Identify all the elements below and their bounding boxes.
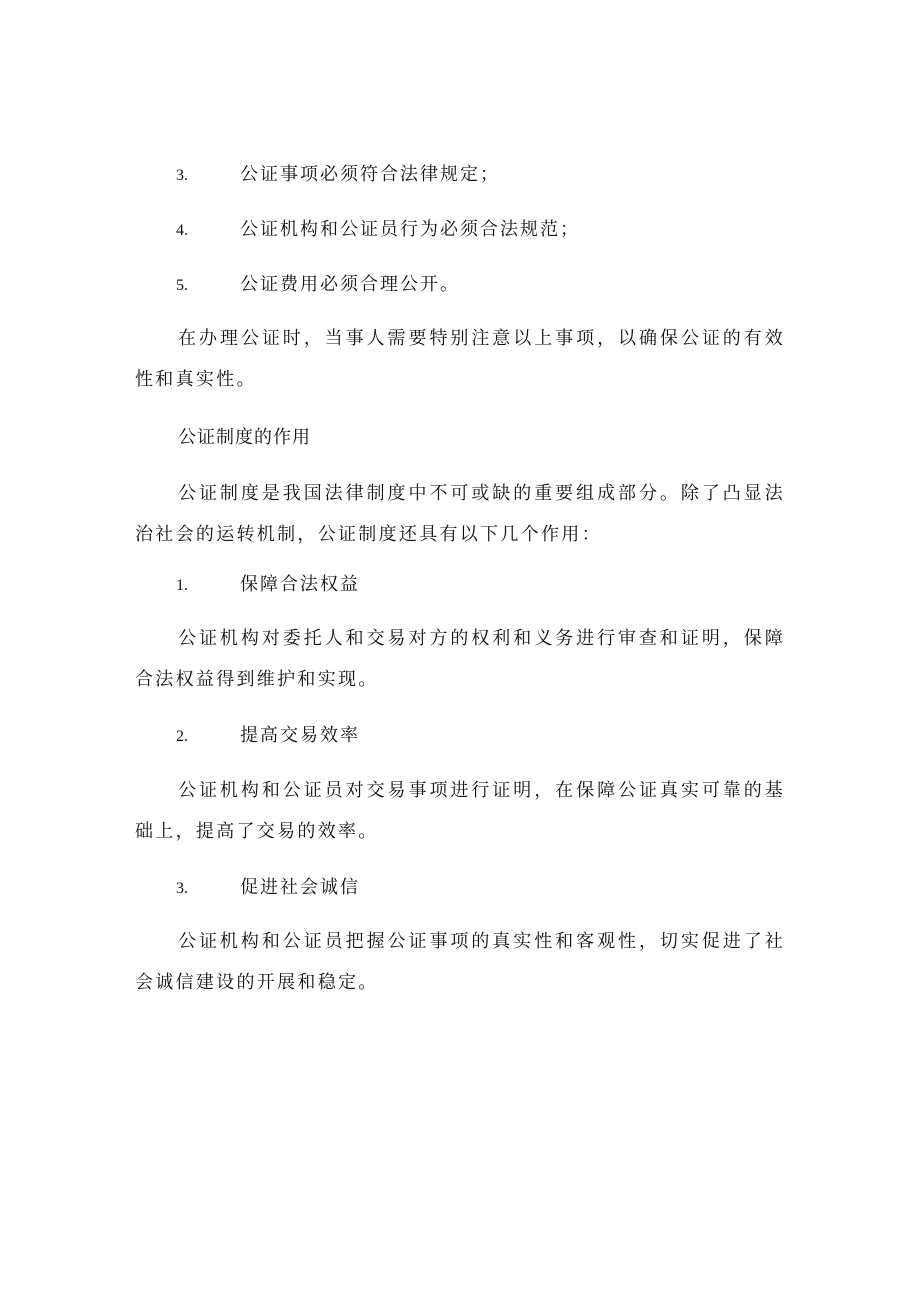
role-item-2	[176, 724, 360, 748]
list-number: 5.	[176, 277, 188, 294]
list-text: 公证机构和公证员行为必须合法规范；	[240, 219, 580, 240]
list-text: 公证费用必须合理公开。	[240, 274, 460, 295]
list-number: 1.	[176, 577, 188, 594]
list-item-requirement-3	[176, 163, 500, 187]
role-item-1	[176, 573, 360, 597]
role-title: 保障合法权益	[240, 574, 360, 595]
role-title: 提高交易效率	[240, 725, 360, 746]
paragraph-intro: 公证制度是我国法律制度中不可或缺的重要组成部分。除了凸显法治社会的运转机制，公证制度还具有以下几个作用：	[135, 483, 785, 545]
role-item-3	[176, 876, 360, 900]
list-item-requirement-4	[176, 218, 580, 242]
role-description-1: 公证机构对委托人和交易对方的权利和义务进行审查和证明，保障合法权益得到维护和实现。	[135, 628, 785, 690]
list-item-requirement-5	[176, 273, 460, 297]
list-number: 4.	[176, 222, 188, 239]
role-description-2: 公证机构和公证员对交易事项进行证明，在保障公证真实可靠的基础上，提高了交易的效率。	[135, 780, 785, 842]
list-number: 3.	[176, 880, 188, 897]
list-number: 2.	[176, 728, 188, 745]
role-title: 促进社会诚信	[240, 877, 360, 898]
role-description-3: 公证机构和公证员把握公证事项的真实性和客观性，切实促进了社会诚信建设的开展和稳定。	[135, 931, 785, 993]
section-heading: 公证制度的作用	[178, 427, 311, 448]
list-number: 3.	[176, 167, 188, 184]
paragraph-notice: 在办理公证时，当事人需要特别注意以上事项，以确保公证的有效性和真实性。	[135, 328, 785, 390]
list-text: 公证事项必须符合法律规定；	[240, 164, 500, 185]
